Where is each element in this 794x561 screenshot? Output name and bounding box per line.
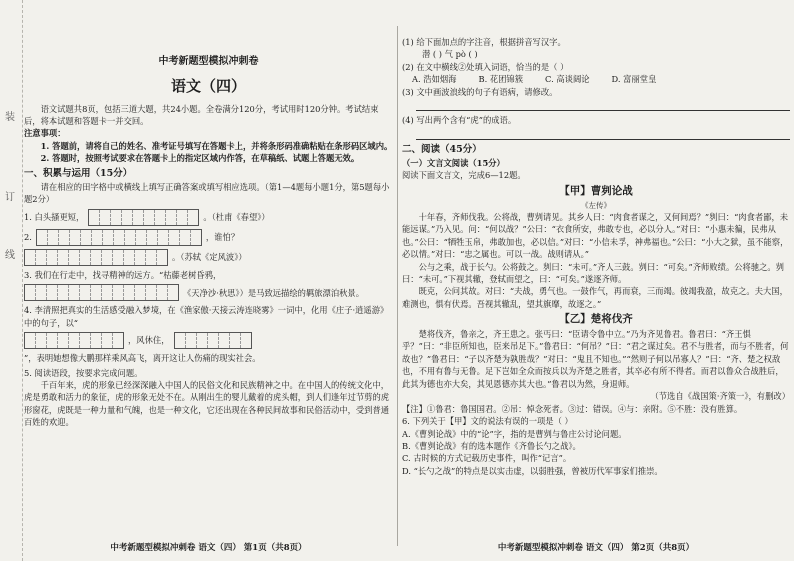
sub-question-4: (4) 写出两个含有“虎”的成语。 — [402, 115, 517, 126]
passage-1-title: 【甲】曹刿论战 — [559, 184, 633, 197]
question-2 — [24, 229, 393, 246]
section-2-title: 二、阅读（45分） — [402, 143, 482, 155]
question-4: 4. 李清照把真实的生活感受融入梦境，在《渔家傲·天接云涛连晓雾》一词中，化用《庄子·逍遥游》中的句子，以“ — [24, 305, 389, 328]
binding-margin — [0, 0, 23, 561]
sub-question-3: (3) 文中画波浪线的句子有语病，请修改。 — [402, 86, 558, 97]
option-d[interactable]: D. 富丽堂皇 — [611, 74, 657, 85]
q3-source: 《天净沙·秋思》）是马致远描绘的羁旅漂泊秋景。 — [183, 287, 365, 298]
q2-text: ，谁怕？ — [205, 232, 240, 243]
answer-grid[interactable] — [24, 332, 124, 349]
annotation-note: 【注】①鲁君：鲁国国君。②吊：悼念死者。③过：错误。④与：亲附。⑤不胜：没有胜算。 — [402, 403, 743, 414]
question-3-line2 — [24, 284, 393, 301]
sub-question-1-blanks: 潜 ( ) 气 pò ( ) — [422, 49, 478, 60]
question-1 — [24, 209, 393, 226]
answer-grid[interactable] — [36, 229, 202, 246]
answer-grid[interactable] — [174, 332, 252, 349]
passage-1-para-3: 既克，公问其故。对曰：“夫战，勇气也。一鼓作气，再而衰，三而竭。彼竭我盈，故克之。夫大国，难测也，惧有伏焉。吾视其辙乱，望其旗靡，故逐之。” — [402, 286, 788, 309]
right-page — [402, 0, 790, 561]
sub-question-2-options — [412, 73, 790, 85]
exam-intro: 语文试题共8页，包括三道大题，共24小题。全卷满分120分，考试用时120分钟。考试结束后，将本试题和答题卡一并交回。 — [24, 103, 379, 126]
q1-source: 。（杜甫《春望》） — [203, 212, 270, 223]
question-6-option-d[interactable]: D. “长勺之战”的特点是以实击虚，以弱胜强，曾被历代军事家们推崇。 — [402, 465, 663, 476]
passage-2-source: （节选自《战国策·齐策一》，有删改） — [650, 391, 790, 402]
sub-question-2: (2) 在文中横线②处填入词语，恰当的是（ ） — [402, 61, 569, 72]
answer-grid[interactable] — [24, 284, 179, 301]
section-1-title: 一、积累与运用（15分） — [24, 167, 133, 179]
q4-mid: ，风休住， — [128, 335, 170, 346]
notice-2: 2. 答题时，按照考试要求在答题卡上的指定区域内作答，在草稿纸、试题上答题无效。 — [40, 153, 360, 164]
question-6-option-c[interactable]: C. 古时候的方式记载历史事件，叫作“记言”。 — [402, 453, 572, 464]
subsection-1-title: （一）文言文阅读（15分） — [402, 157, 505, 168]
question-3: 3. 我们在行走中，找寻精神的远方。“枯藤老树昏鸦， — [24, 269, 222, 280]
question-5-passage: 千百年来，虎的形象已经深深融入中国人的民俗文化和民族精神之中。在中国人的传统文化中，虎是勇敢和活力的象征，虎的形象无处不在。从刚出生的婴儿戴着的虎头帽，到人们逢年过节剪的虎形窗花，虎既是一种力量和气魄，也是一种文化，它还出现在各种民间故事和民俗活动中，受到普通百姓的欢迎。 — [24, 380, 390, 428]
question-6-option-a[interactable]: A.《曹刿论战》中的“论”字，指的是曹刿与鲁庄公讨论问题。 — [402, 428, 627, 439]
question-4-end: ”，表明她想像大鹏那样乘风高飞，离开这让人伤痛的现实社会。 — [24, 353, 261, 364]
left-footer: 中考新题型模拟冲刺卷 语文（四） 第1页（共8页） — [110, 543, 307, 554]
question-6-option-b[interactable]: B.《曹刿论战》有的选本题作《齐鲁长勺之战》。 — [402, 440, 581, 451]
question-6: 6. 下列关于【甲】文的说法有误的一项是（ ） — [402, 416, 573, 427]
passage-1-para-2: 公与之乘，战于长勺。公将鼓之。刿曰：“未可。”齐人三鼓。刿曰：“可矣。”齐师败绩。公将驰之。刿曰：“未可。”下视其辙，登轼而望之，曰：“可矣。”遂逐齐师。 — [402, 261, 785, 284]
page-divider — [397, 26, 398, 546]
exam-subject: 语文（四） — [170, 77, 246, 95]
binding-char: 线 — [5, 250, 15, 261]
q2-number: 2. — [24, 232, 32, 243]
option-a[interactable]: A. 浩如烟海 — [412, 74, 457, 85]
answer-line[interactable] — [416, 100, 790, 111]
q1-prompt: 1. 白头搔更短， — [24, 212, 85, 223]
passage-1-para-1: 十年春，齐师伐我。公将战，曹刿请见。其乡人曰：“肉食者谋之，又何间焉？”刿曰：“肉食者鄙，未能远谋。”乃入见。问：“何以战？”公曰：“衣食所安，弗敢专也，必以分人。”对曰：“小惠未徧，民弗从也。”公曰：“牺牲玉帛，弗敢加也，必以信。”对曰：“小信未孚，神弗福也。”公曰：“小大之狱，虽不能察，必以情。”对曰：“忠之属也。可以一战。战则请从。” — [402, 211, 789, 260]
option-b[interactable]: B. 花团锦簇 — [478, 74, 524, 85]
passage-1-source: 《左传》 — [581, 200, 611, 210]
q2-source: 。（苏轼《定风波》） — [172, 252, 247, 263]
binding-char: 订 — [5, 192, 15, 203]
exam-header: 中考新题型模拟冲刺卷 — [158, 56, 259, 67]
section-1-intro: 请在相应的田字格中或横线上填写正确答案或填写相应选项。（第1—4题每小题1分，第5题每小题2分） — [24, 181, 390, 205]
question-2-line2 — [24, 249, 393, 266]
question-5: 5. 阅读语段，按要求完成问题。 — [24, 367, 143, 378]
subsection-1-intro: 阅读下面文言文，完成6—12题。 — [402, 170, 526, 181]
answer-grid[interactable] — [24, 249, 168, 266]
passage-2-title: 【乙】楚将伐齐 — [559, 313, 633, 326]
answer-line[interactable] — [416, 129, 790, 140]
sub-question-1: (1) 给下面加点的字注音，根据拼音写汉字。 — [402, 37, 566, 47]
passage-2-para-1: 楚将伐齐，鲁亲之，齐王患之。张丐曰：“臣请令鲁中立。”乃为齐见鲁君。鲁君曰：“齐王惧乎？”曰：“非臣所知也，臣来吊足下。”鲁君曰：“何吊？”曰：“君之谋过矣。君不与胜者，而与不胜者，何故也？”鲁君曰：“子以齐楚为孰胜哉？”对曰：“鬼且不知也。”“然则子何以吊寡人？”曰：“齐、楚之权敌也，不用有鲁与无鲁。足下岂如全众而按兵以为齐楚之胜者，其卒必有所不得者。而君以鲁众合战胜后，此其为德也亦大矣，其见恩德亦其大也。”鲁君以为然，身退师。 — [402, 329, 789, 389]
question-4-line2 — [24, 332, 393, 349]
option-c[interactable]: C. 高谈阔论 — [545, 74, 590, 85]
binding-char: 装 — [5, 112, 15, 123]
notice-1: 1. 答题前，请将自己的姓名、准考证号填写在答题卡上，并将条形码准确粘贴在条形码区域内。 — [40, 140, 393, 151]
right-footer: 中考新题型模拟冲刺卷 语文（四） 第2页（共8页） — [497, 543, 695, 554]
notice-title: 注意事项： — [24, 128, 66, 139]
answer-grid[interactable] — [88, 209, 199, 226]
left-page — [24, 0, 393, 561]
